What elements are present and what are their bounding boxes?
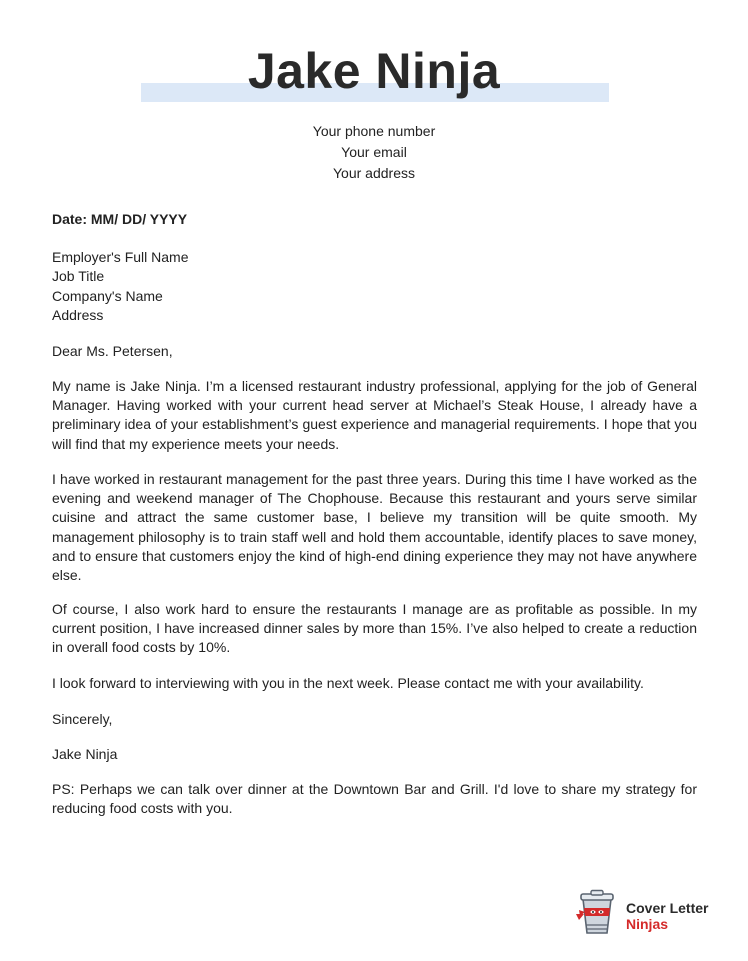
recipient-company: Company's Name xyxy=(52,287,163,304)
paragraph-experience: I have worked in restaurant management for the past three years. During this time I have worked as the evening and weekend manager of The Chophouse. Because this restaurant and yours serve similar cuisine and attract the same customer base, I believe my transition will be quite smooth. My management philosophy is to train staff well and hold them accountable, identify places to save money, and to ensure that customers enjoy the kind of high-end dining experience they may not have anywhere else. xyxy=(52,471,697,584)
brand-logo xyxy=(576,889,726,937)
recipient-name: Employer's Full Name xyxy=(52,249,189,265)
postscript: PS: Perhaps we can talk over dinner at the Downtown Bar and Grill. I'd love to share my strategy for reducing food costs with you. xyxy=(52,781,697,817)
signature: Jake Ninja xyxy=(52,746,118,762)
paragraph-intro: My name is Jake Ninja. I’m a licensed restaurant industry professional, applying for the job of General Manager. Having worked with your current head server at Michael’s Steak House, I already have a preliminary idea of your establishment’s guest experience and managerial requirements. I hope that you will find that my experience meets your needs. xyxy=(52,378,697,452)
contact-email: Your email xyxy=(341,144,407,160)
recipient-block xyxy=(52,248,697,326)
brand-wordmark xyxy=(626,900,708,932)
recipient-address: Address xyxy=(52,307,104,324)
contact-phone: Your phone number xyxy=(312,123,436,139)
ninja-mascot-icon xyxy=(576,889,618,937)
salutation: Dear Ms. Petersen, xyxy=(52,343,173,359)
paragraph-achievements: Of course, I also work hard to ensure the restaurants I manage are as profitable as possible. In my current position, I have increased dinner sales by more than 15%. I’ve also helped to create a reduction in overall food costs by 10%. xyxy=(52,601,697,656)
applicant-name: Jake Ninja xyxy=(247,43,501,99)
contact-address: Your address xyxy=(333,165,415,181)
brand-line-2: Ninjas xyxy=(626,916,669,932)
letter-date: Date: MM/ DD/ YYYY xyxy=(52,211,188,227)
contact-block xyxy=(0,121,748,184)
paragraph-call-to-action: I look forward to interviewing with you in the next week. Please contact me with your availability. xyxy=(52,675,644,691)
recipient-title: Job Title xyxy=(52,268,105,285)
closing: Sincerely, xyxy=(52,711,113,727)
brand-line-1: Cover Letter xyxy=(626,900,709,916)
